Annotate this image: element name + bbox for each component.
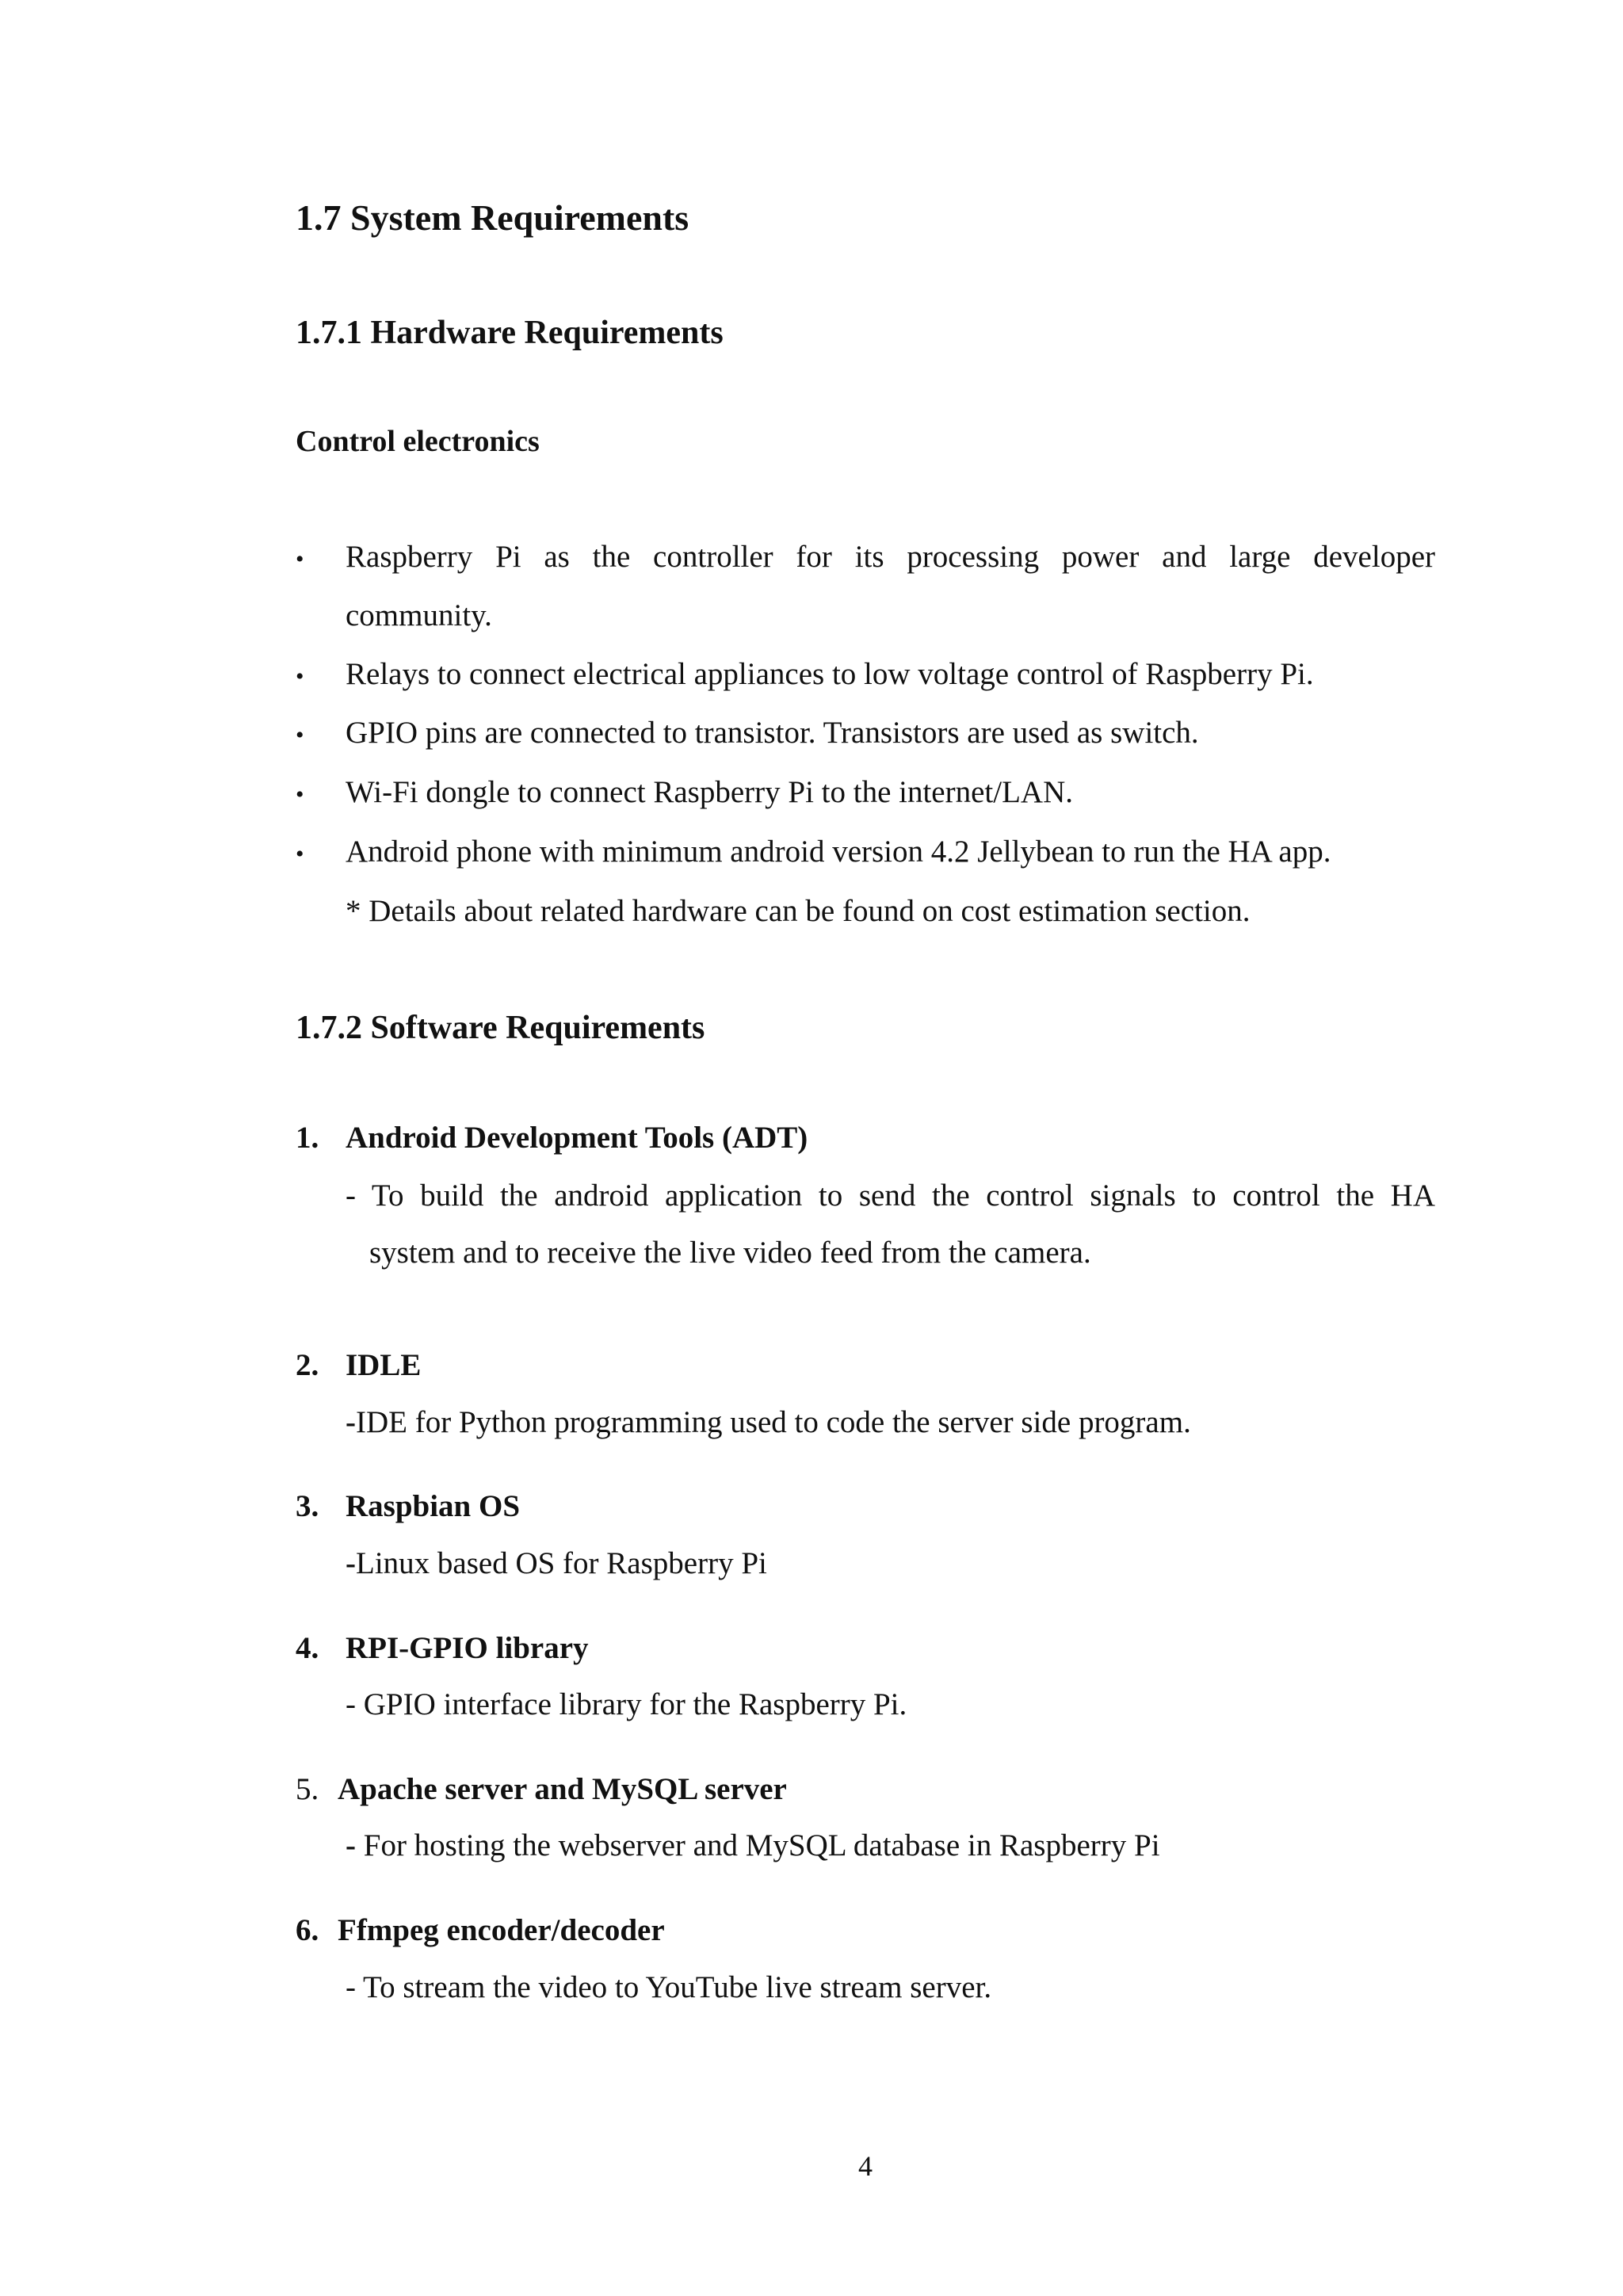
item-number: 5. xyxy=(296,1772,319,1806)
item-number: 2. xyxy=(296,1348,319,1382)
item-description-continued: system and to receive the live video feed from the camera. xyxy=(369,1236,1091,1270)
list-item-text: Relays to connect electrical appliances to low voltage control of Raspberry Pi. xyxy=(346,657,1314,691)
bullet-icon: • xyxy=(296,841,304,867)
item-name: IDLE xyxy=(346,1348,422,1382)
bullet-icon: • xyxy=(296,722,304,748)
item-description xyxy=(346,1545,767,1581)
bullet-icon: • xyxy=(296,781,304,808)
list-item-text: GPIO pins are connected to transistor. Transistors are used as switch. xyxy=(346,716,1199,750)
software-heading: 1.7.2 Software Requirements xyxy=(296,1010,705,1046)
item-number: 3. xyxy=(296,1489,319,1523)
page-number: 4 xyxy=(858,2150,873,2182)
dash-prefix: - xyxy=(346,1546,356,1580)
description-text: For hosting the webserver and MySQL database in Raspberry Pi xyxy=(356,1828,1160,1862)
item-description: - To build the android application to send the control signals to control the HA xyxy=(346,1179,1435,1213)
item-description: - To stream the video to YouTube live stream server. xyxy=(346,1970,992,2004)
control-electronics-subheading: Control electronics xyxy=(296,425,540,458)
item-description xyxy=(346,1404,1191,1440)
bullet-icon: • xyxy=(296,663,304,690)
hardware-note: * Details about related hardware can be found on cost estimation section. xyxy=(346,894,1251,928)
list-item-text: Raspberry Pi as the controller for its processing power and large developer xyxy=(346,540,1435,574)
item-number: 1. xyxy=(296,1121,319,1155)
item-name: RPI-GPIO library xyxy=(346,1631,589,1665)
hardware-heading: 1.7.1 Hardware Requirements xyxy=(296,315,724,351)
item-name: Android Development Tools (ADT) xyxy=(346,1121,808,1155)
list-item-text: Android phone with minimum android version 4.2 Jellybean to run the HA app. xyxy=(346,835,1331,869)
item-number: 4. xyxy=(296,1631,319,1665)
section-title: 1.7 System Requirements xyxy=(296,197,689,238)
list-item-text-continued: community. xyxy=(346,598,492,632)
bullet-icon: • xyxy=(296,546,304,572)
description-text: Linux based OS for Raspberry Pi xyxy=(356,1546,767,1580)
dash-prefix: - xyxy=(346,1405,356,1439)
item-name: Raspbian OS xyxy=(346,1489,521,1523)
item-description: - GPIO interface library for the Raspberry Pi. xyxy=(346,1687,907,1721)
dash-prefix: - xyxy=(346,1828,356,1862)
item-number: 6. xyxy=(296,1913,319,1947)
item-description xyxy=(346,1828,1160,1863)
description-text: IDE for Python programming used to code the server side program. xyxy=(356,1405,1191,1439)
item-name: Ffmpeg encoder/decoder xyxy=(338,1913,665,1947)
list-item-text: Wi-Fi dongle to connect Raspberry Pi to the internet/LAN. xyxy=(346,775,1073,809)
item-name: Apache server and MySQL server xyxy=(338,1772,787,1806)
